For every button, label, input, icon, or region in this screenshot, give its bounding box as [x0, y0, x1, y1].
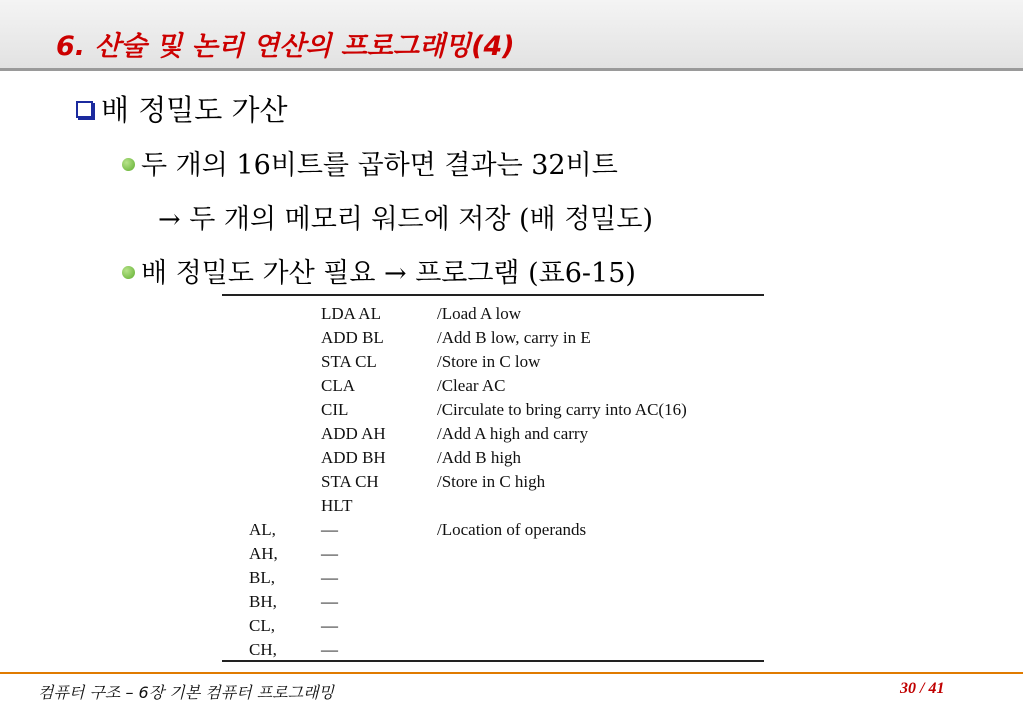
program-row-instruction: — [321, 592, 338, 611]
table-top-rule [222, 294, 764, 296]
program-row [222, 472, 764, 496]
program-row-instruction: HLT [321, 496, 353, 515]
green-dot-bullet-icon [122, 266, 135, 279]
program-row-label: BH, [249, 592, 277, 611]
program-row-instruction: LDA AL [321, 304, 381, 323]
green-dot-bullet-icon [122, 158, 135, 171]
program-row-instruction: STA CH [321, 472, 379, 491]
program-row-comment: /Store in C low [437, 352, 541, 371]
program-row [222, 304, 764, 328]
program-row-instruction: CLA [321, 376, 355, 395]
program-row-instruction: — [321, 640, 338, 659]
program-row-instruction: — [321, 520, 338, 539]
program-row [222, 592, 764, 616]
program-row [222, 640, 764, 664]
program-row-comment: /Add B high [437, 448, 522, 467]
program-row-instruction: — [321, 544, 338, 563]
program-row [222, 424, 764, 448]
program-row-label: CH, [249, 640, 277, 659]
sub-bullet-1 [122, 143, 618, 182]
program-row [222, 376, 764, 400]
program-row [222, 568, 764, 592]
page-number: 30 / 41 [900, 680, 945, 697]
program-row [222, 616, 764, 640]
program-row-label: AL, [249, 520, 276, 539]
program-row-comment: /Add B low, carry in E [437, 328, 591, 347]
program-row [222, 448, 764, 472]
sub-bullet-1-text: 두 개의 16비트를 곱하면 결과는 32비트 [141, 150, 618, 181]
program-row [222, 544, 764, 568]
program-row [222, 352, 764, 376]
program-row-instruction: ADD AH [321, 424, 386, 443]
footer-divider [0, 672, 1023, 674]
header-divider [0, 68, 1023, 71]
program-row-comment: /Store in C high [437, 472, 546, 491]
main-bullet [76, 88, 288, 129]
program-row-instruction: CIL [321, 400, 349, 419]
program-row-instruction: STA CL [321, 352, 377, 371]
square-bullet-icon [76, 101, 93, 118]
program-row-comment: /Circulate to bring carry into AC(16) [437, 400, 687, 419]
sub-bullet-2-text: 배 정밀도 가산 필요 → 프로그램 (표6-15) [141, 258, 636, 289]
slide-title: 6. 산술 및 논리 연산의 프로그래밍(4) [56, 31, 515, 62]
program-table [222, 294, 764, 662]
main-bullet-text: 배 정밀도 가산 [101, 93, 288, 127]
sub-bullet-continuation [158, 197, 653, 236]
program-row-instruction: ADD BL [321, 328, 384, 347]
program-row-comment: /Clear AC [437, 376, 506, 395]
sub-bullet-continuation-text: → 두 개의 메모리 워드에 저장 (배 정밀도) [158, 204, 653, 235]
program-row [222, 328, 764, 352]
program-row-label: AH, [249, 544, 278, 563]
footer-course-title: 컴퓨터 구조 – 6장 기본 컴퓨터 프로그래밍 [38, 683, 334, 702]
program-row-instruction: ADD BH [321, 448, 386, 467]
program-row-label: CL, [249, 616, 275, 635]
program-row-comment: /Load A low [437, 304, 522, 323]
program-row-instruction: — [321, 616, 338, 635]
program-row-comment: /Location of operands [437, 520, 587, 539]
program-row-comment: /Add A high and carry [437, 424, 589, 443]
program-row [222, 520, 764, 544]
program-row [222, 496, 764, 520]
program-row [222, 400, 764, 424]
program-row-instruction: — [321, 568, 338, 587]
program-row-label: BL, [249, 568, 275, 587]
sub-bullet-2 [122, 251, 636, 290]
